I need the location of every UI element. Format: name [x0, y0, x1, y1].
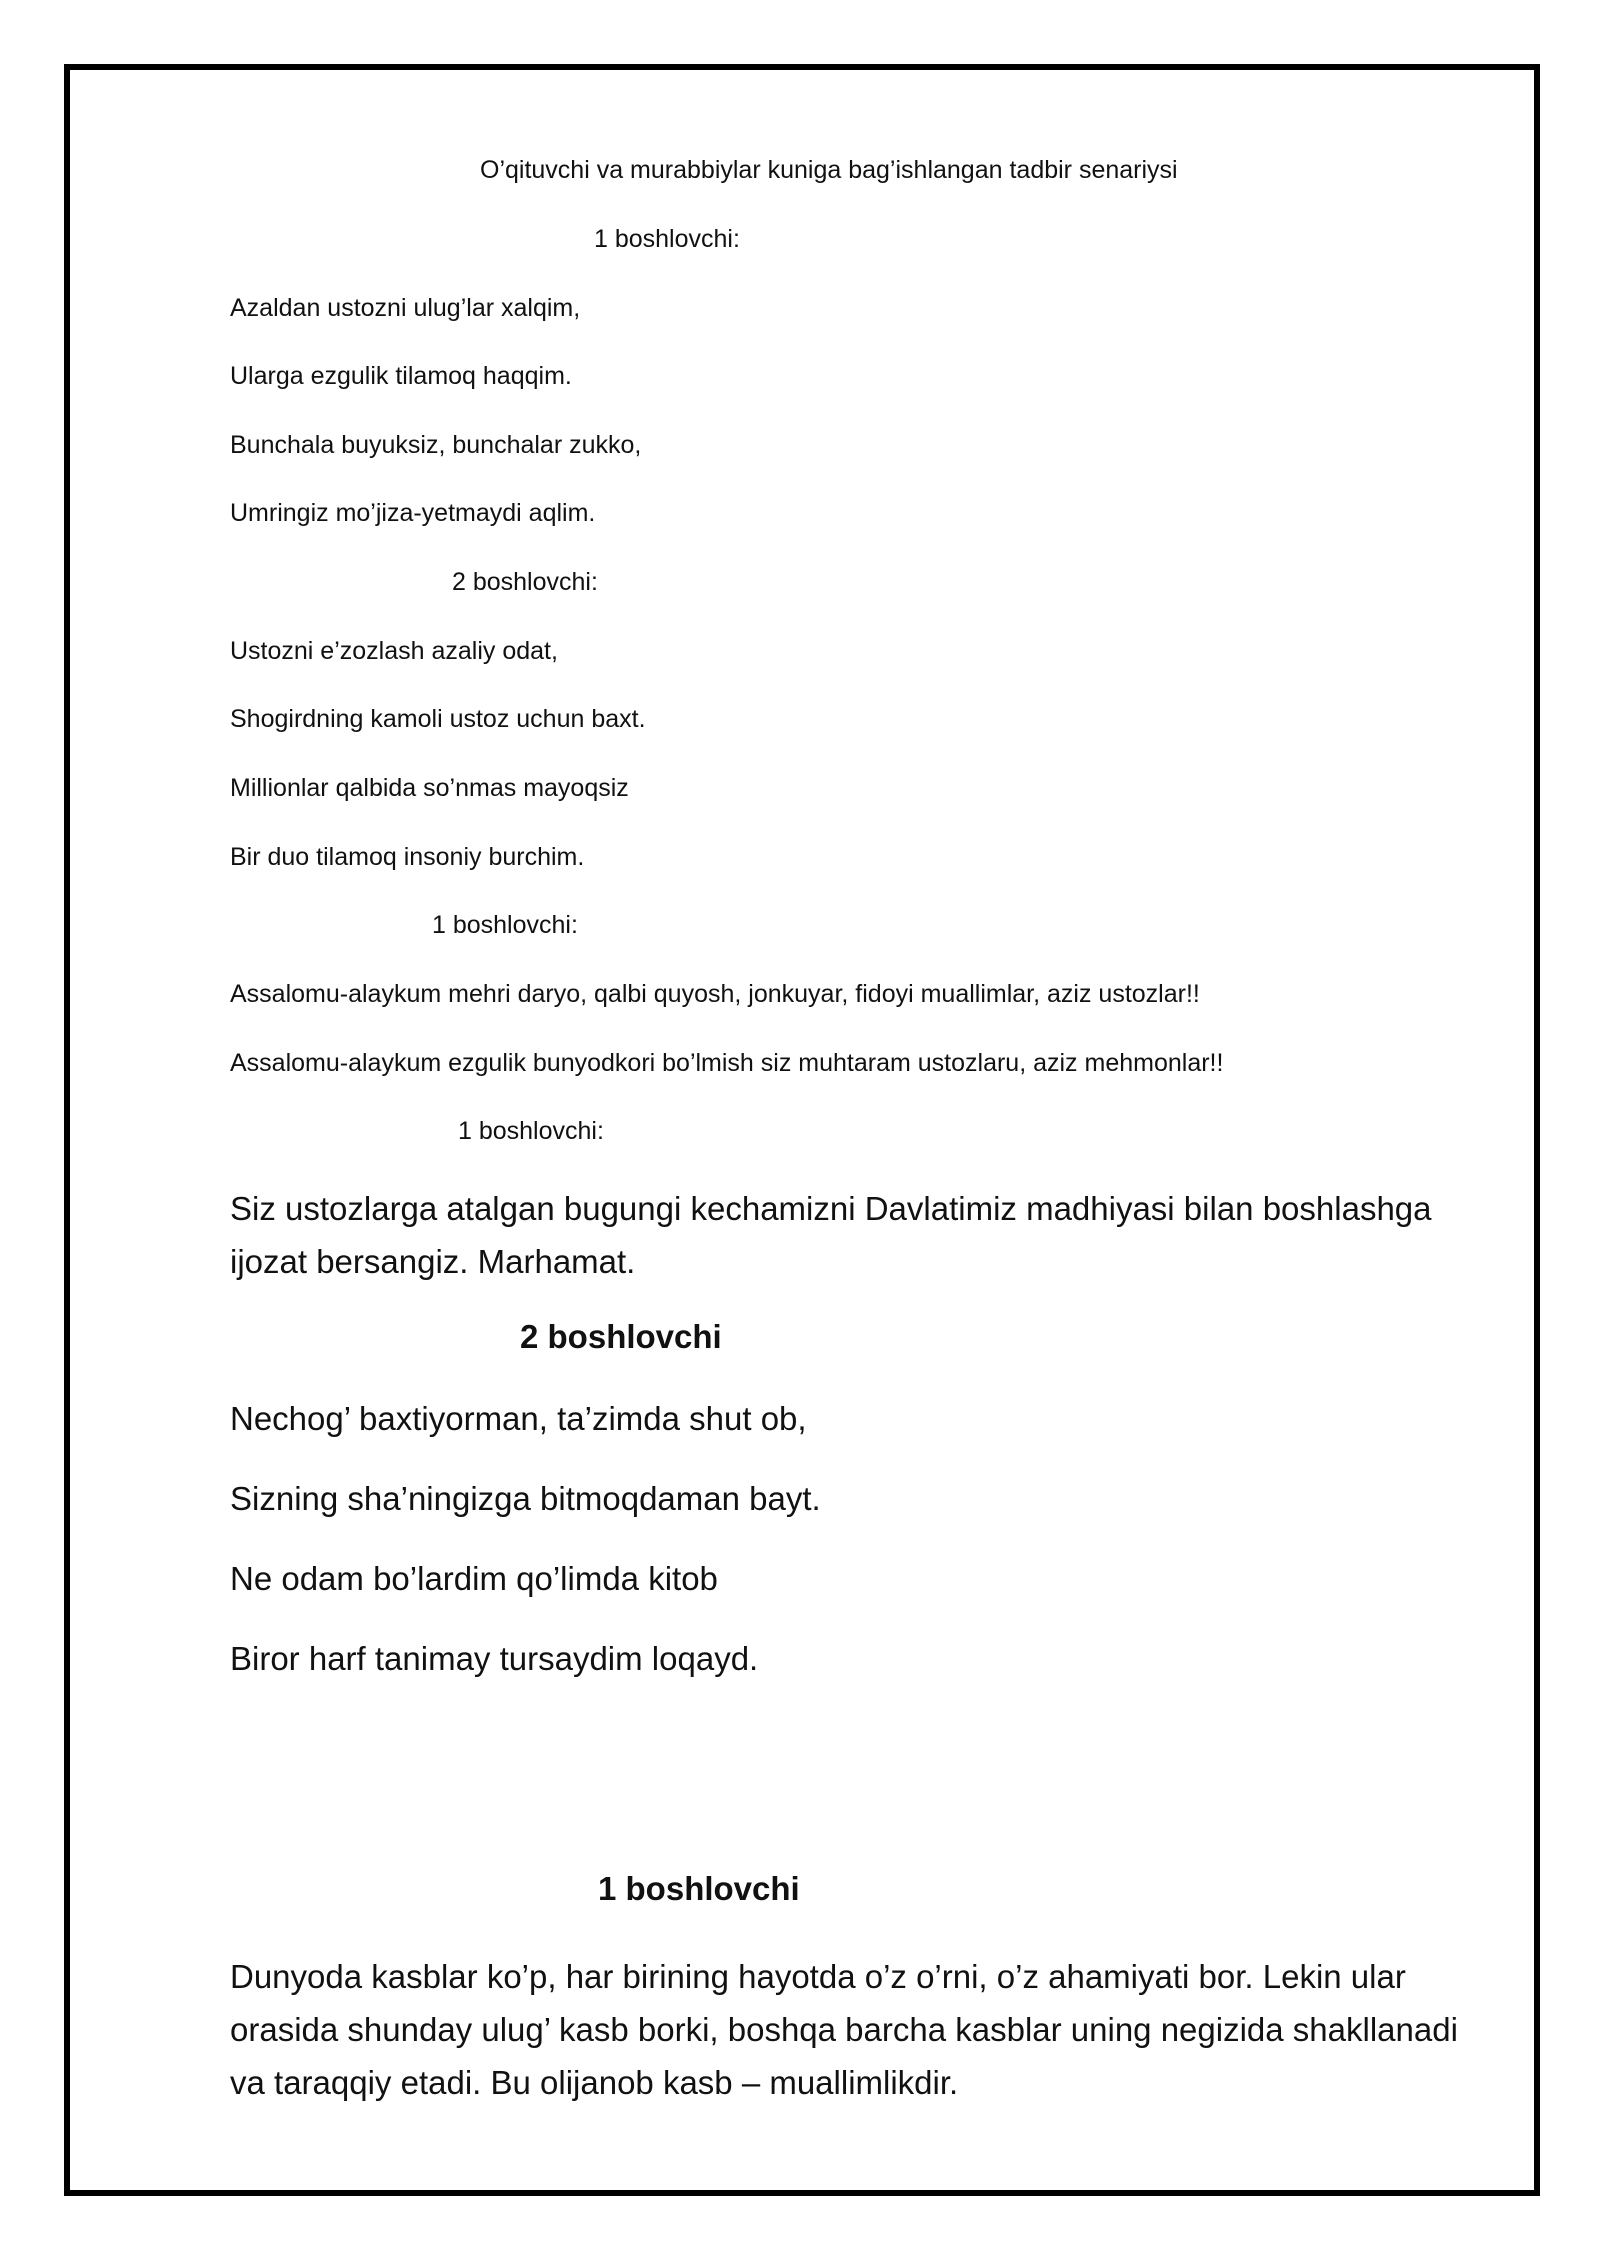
- greeting-line: Assalomu-alaykum ezgulik bunyodkori bo’lmish siz muhtaram ustozlaru, aziz mehmonlar!!: [230, 1049, 1224, 1077]
- verse-line: Bir duo tilamoq insoniy burchim.: [230, 843, 585, 871]
- verse-line: Biror harf tanimay tursaydim loqayd.: [230, 1640, 759, 1677]
- verse-line: Sizning sha’ningizga bitmoqdaman bayt.: [230, 1480, 821, 1517]
- anthem-paragraph: Siz ustozlarga atalgan bugungi kechamizni Davlatimiz madhiyasi bilan boshlashga ijozat bersangiz. Marhamat.: [230, 1190, 1432, 1280]
- speaker-heading: 1 boshlovchi: [598, 1870, 800, 1907]
- verse-line: Ularga ezgulik tilamoq haqqim.: [230, 362, 572, 390]
- verse-line: Shogirdning kamoli ustoz uchun baxt.: [230, 705, 646, 733]
- speaker-label: 1 boshlovchi:: [594, 225, 740, 253]
- verse-line: Azaldan ustozni ulug’lar xalqim,: [230, 294, 581, 322]
- verse-line: Nechog’ baxtiyorman, ta’zimda shut ob,: [230, 1400, 807, 1437]
- speaker-heading: 2 boshlovchi: [520, 1318, 722, 1355]
- verse-line: Umringiz mo’jiza-yetmaydi aqlim.: [230, 499, 596, 527]
- speaker-label: 1 boshlovchi:: [432, 911, 578, 939]
- speaker-label: 2 boshlovchi:: [452, 568, 598, 596]
- profession-paragraph: Dunyoda kasblar ko’p, har birining hayotda o’z o’rni, o’z ahamiyati bor. Lekin ular orasida shunday ulug’ kasb borki, boshqa barcha kasblar uning negizida shakllanadi va taraqqiy etadi. Bu olijanob kasb – muallimlikdir.: [230, 1958, 1458, 2101]
- verse-line: Ustozni e’zozlash azaliy odat,: [230, 637, 558, 665]
- document-title: O’qituvchi va murabbiylar kuniga bag’ishlangan tadbir senariysi: [480, 156, 1178, 184]
- verse-line: Millionlar qalbida so’nmas mayoqsiz: [230, 774, 629, 802]
- verse-line: Ne odam bo’lardim qo’limda kitob: [230, 1560, 718, 1597]
- speaker-label: 1 boshlovchi:: [458, 1117, 604, 1145]
- verse-line: Bunchala buyuksiz, bunchalar zukko,: [230, 431, 642, 459]
- greeting-line: Assalomu-alaykum mehri daryo, qalbi quyosh, jonkuyar, fidoyi muallimlar, aziz ustozlar!!: [230, 980, 1200, 1008]
